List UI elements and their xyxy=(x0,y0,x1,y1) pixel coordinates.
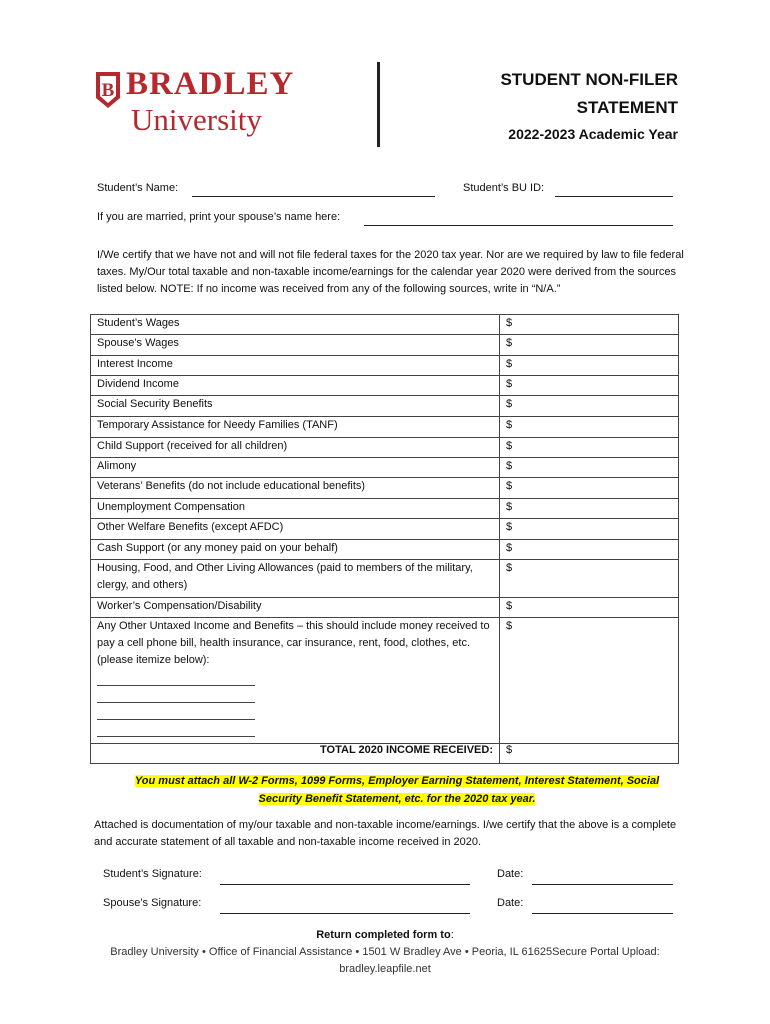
income-source-label: Social Security Benefits xyxy=(97,398,213,410)
income-source-cell xyxy=(91,376,500,396)
income-source-cell xyxy=(91,478,500,499)
income-row xyxy=(91,417,679,438)
income-row xyxy=(91,598,679,618)
income-row xyxy=(91,396,679,417)
income-amount-cell[interactable]: $ xyxy=(500,335,679,356)
income-source-label: Interest Income xyxy=(97,358,173,370)
spouse-signature-field[interactable] xyxy=(220,913,470,914)
total-income-label: TOTAL 2020 INCOME RECEIVED: xyxy=(91,744,500,764)
logo-wordmark: BRADLEY xyxy=(126,66,295,102)
income-amount-cell[interactable]: $ xyxy=(500,438,679,458)
header-divider xyxy=(377,62,380,147)
spouse-signature-label: Spouse’s Signature: xyxy=(103,897,202,909)
return-label xyxy=(90,929,680,941)
spouse-name-field[interactable] xyxy=(364,225,673,226)
footer-address: Bradley University • Office of Financial Assistance • 1501 W Bradley Ave • Peoria, IL 61625 xyxy=(110,946,553,958)
income-source-cell xyxy=(91,618,500,744)
income-source-cell xyxy=(91,396,500,417)
income-amount-cell[interactable]: $ xyxy=(500,540,679,560)
income-amount-cell[interactable]: $ xyxy=(500,417,679,438)
income-source-cell xyxy=(91,356,500,376)
income-row xyxy=(91,499,679,519)
income-row xyxy=(91,335,679,356)
income-amount-cell[interactable]: $ xyxy=(500,560,679,598)
income-amount-cell[interactable]: $ xyxy=(500,499,679,519)
academic-year: 2022-2023 Academic Year xyxy=(508,126,678,142)
return-label-colon: : xyxy=(450,929,454,941)
income-source-label: Child Support (received for all children) xyxy=(97,440,288,452)
form-title-line2: STATEMENT xyxy=(576,98,678,117)
income-row xyxy=(91,458,679,478)
income-source-cell xyxy=(91,335,500,356)
income-row xyxy=(91,519,679,540)
student-date-label: Date: xyxy=(497,868,524,880)
income-amount-cell[interactable]: $ xyxy=(500,478,679,499)
total-income-amount[interactable]: $ xyxy=(500,744,679,764)
footer-address-line xyxy=(90,946,680,958)
student-signature-field[interactable] xyxy=(220,884,470,885)
income-source-label: Veterans’ Benefits (do not include educational benefits) xyxy=(97,480,366,492)
student-date-field[interactable] xyxy=(532,884,673,885)
attachment-notice xyxy=(112,772,682,808)
income-source-cell xyxy=(91,519,500,540)
income-row xyxy=(91,356,679,376)
income-row xyxy=(91,540,679,560)
income-source-label: Cash Support (or any money paid on your behalf) xyxy=(97,542,338,554)
attachment-notice-text: You must attach all W-2 Forms, 1099 Forms, Employer Earning Statement, Interest Statement, Social Security Benefit Statement, etc. for the 2020 tax year. xyxy=(134,775,660,805)
income-row xyxy=(91,376,679,396)
income-amount-cell[interactable]: $ xyxy=(500,376,679,396)
income-source-cell xyxy=(91,598,500,618)
income-row xyxy=(91,315,679,335)
portal-label: Secure Portal Upload: xyxy=(552,946,660,958)
income-amount-cell[interactable]: $ xyxy=(500,598,679,618)
income-source-cell xyxy=(91,315,500,335)
income-source-cell xyxy=(91,417,500,438)
income-source-cell xyxy=(91,560,500,598)
student-id-label: Student’s BU ID: xyxy=(463,182,545,194)
income-source-label: Dividend Income xyxy=(97,378,179,390)
income-source-cell xyxy=(91,438,500,458)
total-row xyxy=(91,744,679,764)
svg-text:B: B xyxy=(101,80,115,101)
income-source-label: Spouse’s Wages xyxy=(97,337,179,349)
income-row xyxy=(91,618,679,744)
income-source-label: Unemployment Compensation xyxy=(97,501,245,513)
income-table xyxy=(90,314,679,764)
income-source-cell xyxy=(91,458,500,478)
student-signature-label: Student’s Signature: xyxy=(103,868,202,880)
income-source-cell xyxy=(91,540,500,560)
income-amount-cell[interactable]: $ xyxy=(500,458,679,478)
spouse-date-field[interactable] xyxy=(532,913,673,914)
income-amount-cell[interactable]: $ xyxy=(500,618,679,744)
income-source-label: Housing, Food, and Other Living Allowances (paid to members of the military, clergy, and others) xyxy=(97,562,473,591)
student-id-field[interactable] xyxy=(555,196,673,197)
attestation-text: Attached is documentation of my/our taxable and non-taxable income/earnings. I/we certify that the above is a complete and accurate statement of all taxable and non-taxable income received in 2020. xyxy=(94,819,677,848)
income-row xyxy=(91,478,679,499)
income-source-label: Other Welfare Benefits (except AFDC) xyxy=(97,521,284,533)
spouse-date-label: Date: xyxy=(497,897,524,909)
income-amount-cell[interactable]: $ xyxy=(500,396,679,417)
student-name-field[interactable] xyxy=(192,196,435,197)
itemize-line[interactable] xyxy=(97,720,255,737)
student-name-label: Student’s Name: xyxy=(97,182,179,194)
income-source-label: Student’s Wages xyxy=(97,317,180,329)
income-row xyxy=(91,438,679,458)
income-source-label: Alimony xyxy=(97,460,137,472)
income-source-cell xyxy=(91,499,500,519)
portal-url[interactable]: bradley.leapfile.net xyxy=(339,963,431,975)
itemize-line[interactable] xyxy=(97,686,255,703)
itemize-line[interactable] xyxy=(97,669,255,686)
certification-text: I/We certify that we have not and will not file federal taxes for the 2020 tax year. Nor are we required by law to file federal taxes. My/Our total taxable and non-taxable income/earnings for the calendar year 2020 were derived from the sources listed below. NOTE: If no income was received from any of the following sources, write in “N/A.” xyxy=(97,249,684,295)
income-amount-cell[interactable]: $ xyxy=(500,356,679,376)
form-title-line1: STUDENT NON-FILER xyxy=(500,70,678,89)
income-source-label: Any Other Untaxed Income and Benefits – this should include money received to pay a cell phone bill, health insurance, car insurance, rent, food, clothes, etc. (please itemize below): xyxy=(97,620,490,666)
itemize-line[interactable] xyxy=(97,703,255,720)
bradley-logo-icon xyxy=(93,70,123,110)
logo-subtitle: University xyxy=(131,102,262,137)
return-label-text: Return completed form to xyxy=(316,929,451,941)
income-source-label: Temporary Assistance for Needy Families (TANF) xyxy=(97,419,338,431)
income-row xyxy=(91,560,679,598)
income-amount-cell[interactable]: $ xyxy=(500,315,679,335)
income-source-label: Worker’s Compensation/Disability xyxy=(97,600,262,612)
spouse-name-label: If you are married, print your spouse’s name here: xyxy=(97,211,341,223)
income-amount-cell[interactable]: $ xyxy=(500,519,679,540)
